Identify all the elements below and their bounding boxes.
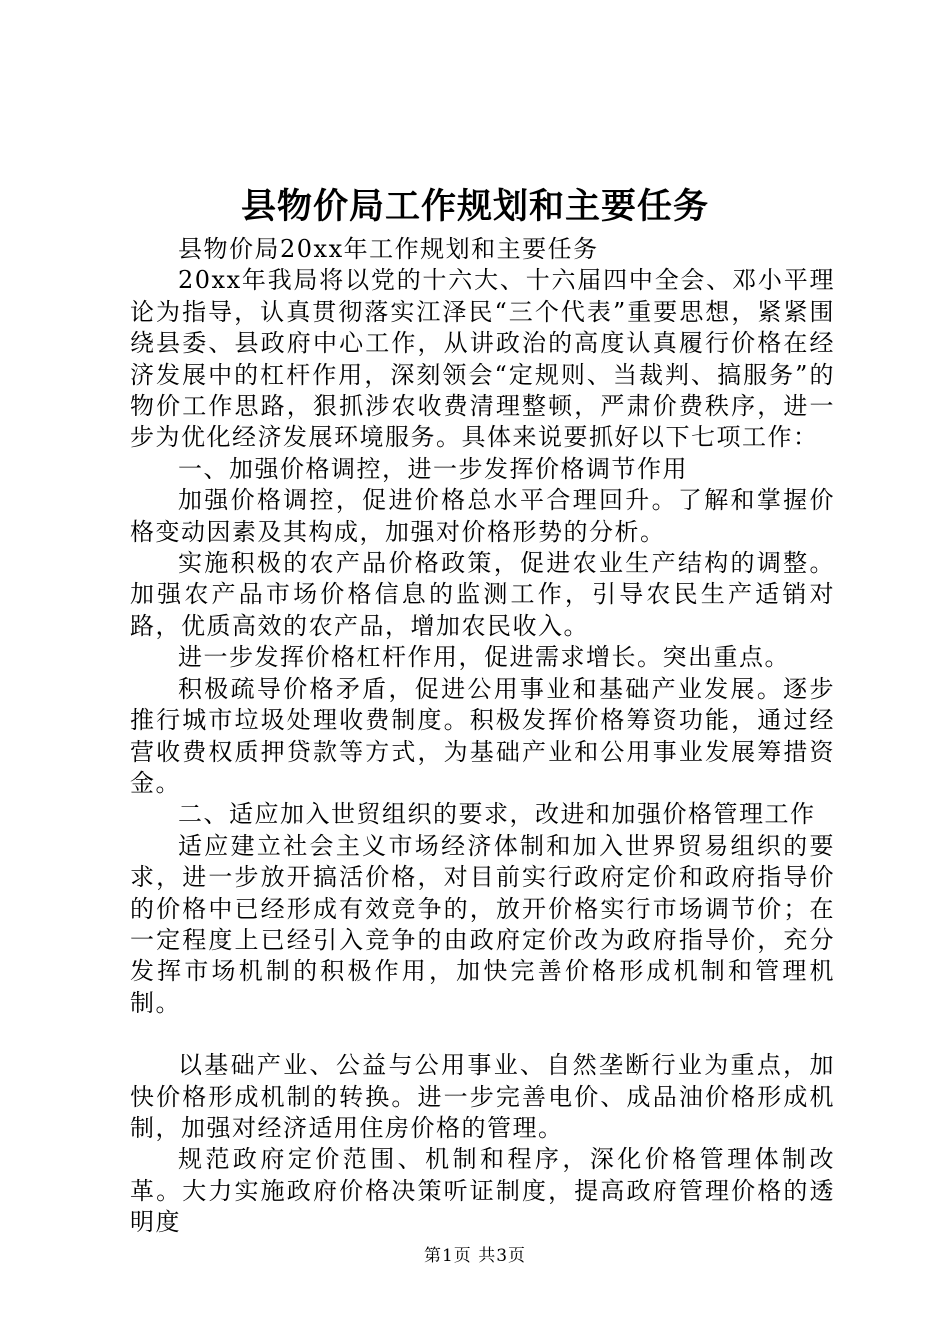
paragraph: 积极疏导价格矛盾，促进公用事业和基础产业发展。逐步推行城市垃圾处理收费制度。积极发挥价格筹资功能，通过经营收费权质押贷款等方式，为基础产业和公用事业发展筹措资金。: [130, 674, 835, 797]
paragraph: 加强价格调控，促进价格总水平合理回升。了解和掌握价格变动因素及其构成，加强对价格形势的分析。: [130, 486, 835, 546]
paragraph-intro: 20xx年我局将以党的十六大、十六届四中全会、邓小平理论为指导，认真贯彻落实江泽民“三个代表”重要思想，紧紧围绕县委、县政府中心工作，从讲政治的高度认真履行价格在经济发展中的杠杆作用，深刻领会“定规则、当裁判、搞服务”的物价工作思路，狠抓涉农收费清理整顿，严肃价费秩序，进一步为优化经济发展环境服务。具体来说要抓好以下七项工作：: [130, 266, 835, 452]
paragraph: 以基础产业、公益与公用事业、自然垄断行业为重点，加快价格形成机制的转换。进一步完善电价、成品油价格形成机制，加强对经济适用住房价格的管理。: [130, 1051, 835, 1142]
paragraph-subtitle: 县物价局20xx年工作规划和主要任务: [178, 235, 599, 263]
paragraph: 进一步发挥价格杠杆作用，促进需求增长。突出重点。: [178, 643, 790, 672]
section-heading-1: 一、加强价格调控，进一步发挥价格调节作用: [178, 454, 688, 483]
paragraph: 规范政府定价范围、机制和程序，深化价格管理体制改革。大力实施政府价格决策听证制度，提高政府管理价格的透明度: [130, 1145, 835, 1237]
paragraph: 实施积极的农产品价格政策，促进农业生产结构的调整。加强农产品市场价格信息的监测工作，引导农民生产适销对路，优质高效的农产品，增加农民收入。: [130, 549, 835, 640]
page-number-footer: 第1页 共3页: [423, 1246, 527, 1266]
document-title: 县物价局工作规划和主要任务: [240, 186, 709, 227]
paragraph: 适应建立社会主义市场经济体制和加入世界贸易组织的要求，进一步放开搞活价格，对目前实行政府定价和政府指导价的价格中已经形成有效竞争的，放开价格实行市场调节价；在一定程度上已经引入竞争的由政府定价改为政府指导价，充分发挥市场机制的积极作用，加快完善价格形成机制和管理机制。: [130, 831, 835, 1017]
blank-line: [130, 1019, 835, 1050]
section-heading-2: 二、适应加入世贸组织的要求，改进和加强价格管理工作: [178, 800, 816, 829]
document-body: [130, 234, 835, 1239]
